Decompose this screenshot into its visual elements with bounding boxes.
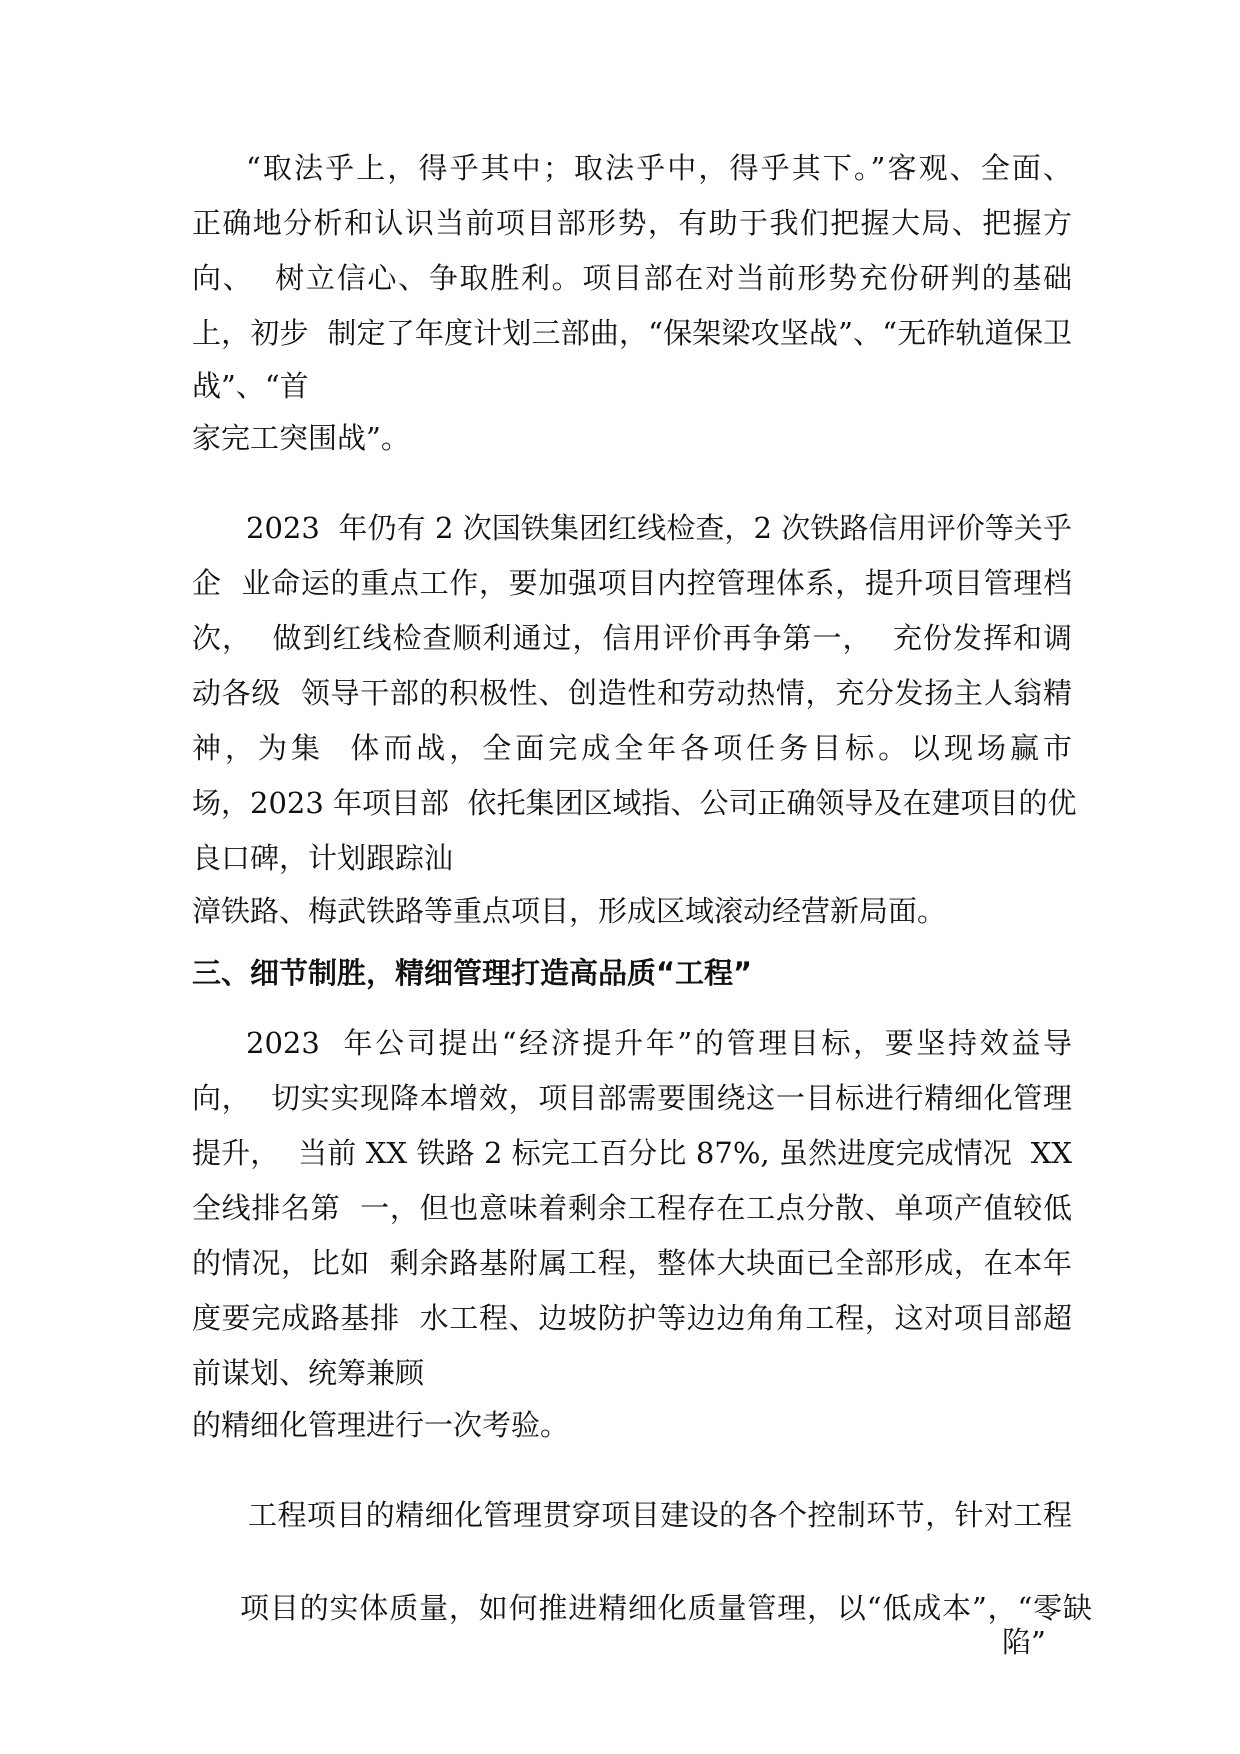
paragraph-line: 神，为集 体而战，全面完成全年各项任务目标。以现场赢市: [192, 731, 1072, 765]
paragraph-line: 全线排名第 一，但也意味着剩余工程存在工点分散、单项产值较低: [192, 1191, 1072, 1225]
paragraph-line: 动各级 领导干部的积极性、创造性和劳动热情，充分发扬主人翁精: [192, 676, 1072, 710]
paragraph-line: 战”、“首: [192, 369, 309, 403]
paragraph-line: 项目的实体质量，如何推进精细化质量管理，以“低成本”，“零缺: [240, 1591, 1092, 1625]
paragraph-line: 度要完成路基排 水工程、边坡防护等边边角角工程，这对项目部超: [192, 1301, 1072, 1335]
paragraph-line: 次， 做到红线检查顺利通过，信用评价再争第一， 充份发挥和调: [192, 621, 1072, 655]
paragraph-line: “取法乎上，得乎其中；取法乎中，得乎其下。”客观、全面、: [246, 151, 1072, 185]
paragraph-line: 的情况，比如 剩余路基附属工程，整体大块面已全部形成，在本年: [192, 1246, 1072, 1280]
paragraph-line: 上，初步 制定了年度计划三部曲，“保架梁攻坚战”、“无砟轨道保卫: [192, 316, 1072, 350]
paragraph-line: 家完工突围战”。: [192, 421, 410, 455]
paragraph-line: 提升， 当前 XX 铁路 2 标完工百分比 87%, 虽然进度完成情况 XX: [192, 1136, 1072, 1170]
paragraph-line: 陷”: [1002, 1625, 1046, 1659]
paragraph-line: 2023 年公司提出“经济提升年”的管理目标，要坚持效益导: [246, 1026, 1072, 1060]
paragraph-line: 工程项目的精细化管理贯穿项目建设的各个控制环节，针对工程: [248, 1498, 1072, 1532]
paragraph-line: 良口碑，计划跟踪汕: [192, 841, 454, 875]
paragraph-line: 向， 切实实现降本增效，项目部需要围绕这一目标进行精细化管理: [192, 1081, 1072, 1115]
paragraph-line: 场，2023 年项目部 依托集团区域指、公司正确领导及在建项目的优: [192, 786, 1077, 820]
paragraph-line: 企 业命运的重点工作，要加强项目内控管理体系，提升项目管理档: [192, 566, 1072, 600]
paragraph-line: 的精细化管理进行一次考验。: [192, 1408, 570, 1442]
paragraph-line: 向、 树立信心、争取胜利。项目部在对当前形势充份研判的基础: [192, 261, 1072, 295]
paragraph-line: 2023 年仍有 2 次国铁集团红线检查，2 次铁路信用评价等关乎: [246, 511, 1072, 545]
paragraph-line: 正确地分析和认识当前项目部形势，有助于我们把握大局、把握方: [192, 206, 1072, 240]
paragraph-line: 漳铁路、梅武铁路等重点项目，形成区域滚动经营新局面。: [192, 894, 947, 928]
paragraph-line: 前谋划、统筹兼顾: [192, 1356, 425, 1390]
section-heading: 三、细节制胜，精细管理打造高品质“工程”: [192, 956, 753, 990]
